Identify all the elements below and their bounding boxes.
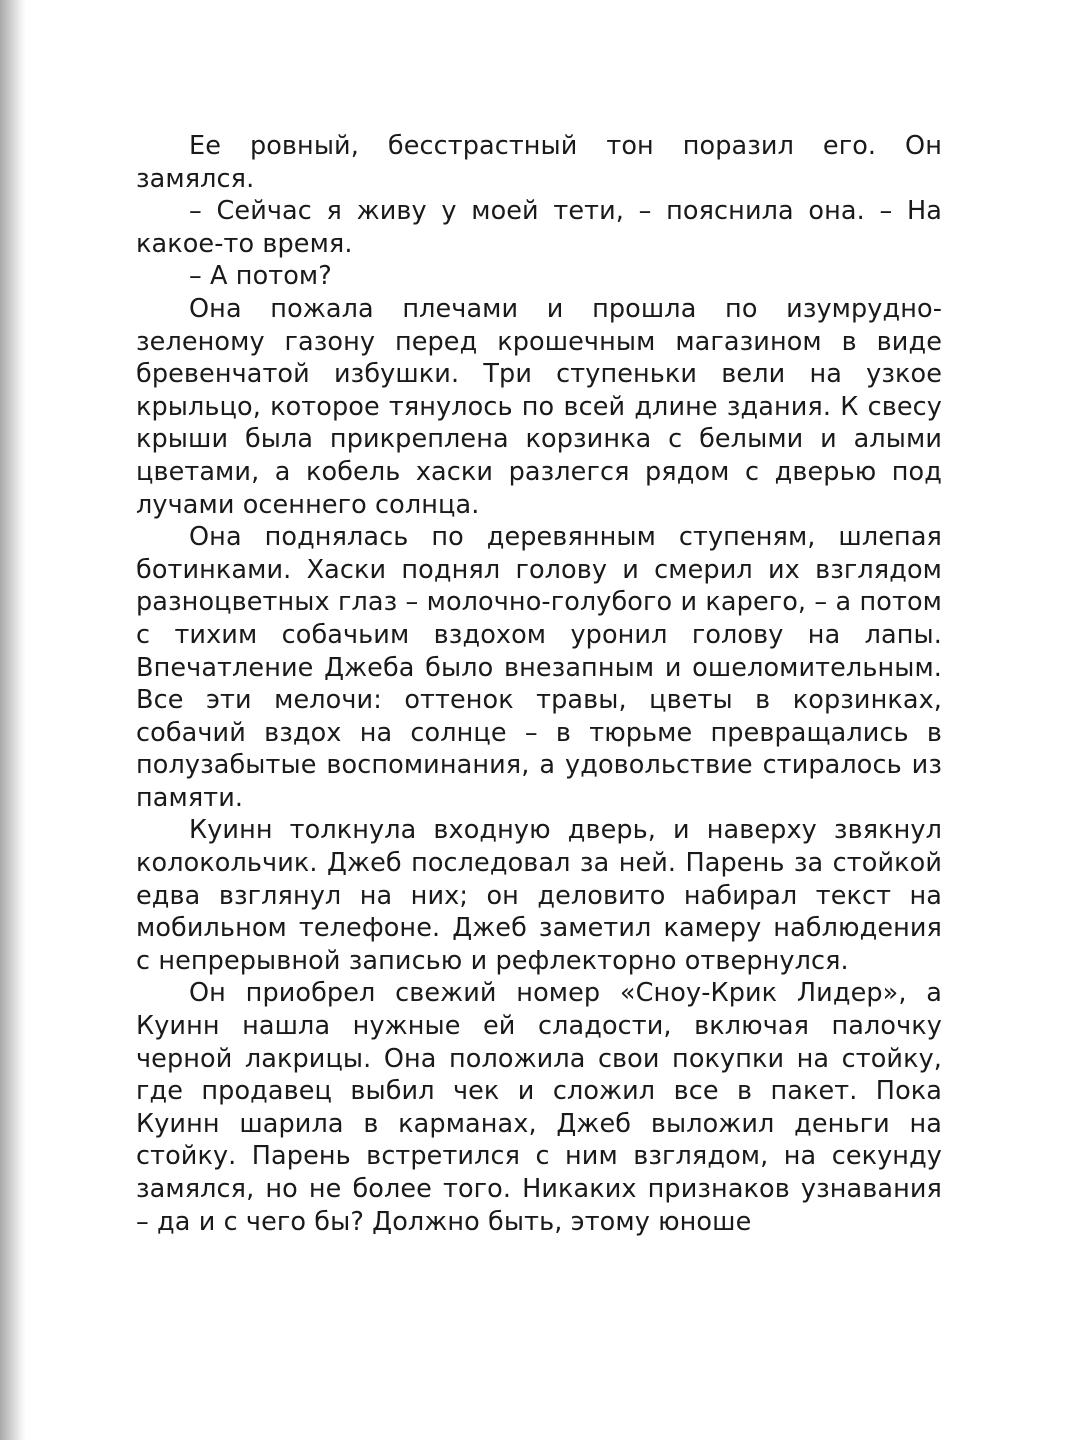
- paragraph: Ее ровный, бесстрастный тон поразил его. Он замялся.: [136, 131, 942, 194]
- paragraph: Она поднялась по деревянным ступеням, шлепая ботинками. Хаски поднял голову и смерил их взглядом разноцветных глаз – молочно-голубого и карего, – а потом с тихим собачьим вздохом уронил голову на лапы. Впечатление Джеба было внезапным и ошеломительным. Все эти мелочи: оттенок травы, цветы в корзинках, собачий вздох на солнце – в тюрьме превращались в полузабытые воспоминания, а удовольствие стиралось из памяти.: [136, 522, 942, 813]
- paragraph: Куинн толкнула входную дверь, и наверху звякнул колокольчик. Джеб последовал за ней. Парень за стойкой едва взглянул на них; он деловито набирал текст на мобильном телефоне. Джеб заметил камеру наблюдения с непрерывной записью и рефлекторно отвернулся.: [136, 815, 942, 976]
- paragraph: Она пожала плечами и прошла по изумрудно-зеленому газону перед крошечным магазином в виде бревенчатой избушки. Три ступеньки вели на узкое крыльцо, которое тянулось по всей длине здания. К свесу крыши была прикреплена корзинка с белыми и алыми цветами, а кобель хаски разлегся рядом с дверью под лучами осеннего солнца.: [136, 293, 942, 520]
- page-edge-shadow: [0, 0, 26, 1440]
- paragraph: Он приобрел свежий номер «Сноу-Крик Лидер», а Куинн нашла нужные ей сладости, включая палочку черной лакрицы. Она положила свои покупки на стойку, где продавец выбил чек и сложил все в пакет. Пока Куинн шарила в карманах, Джеб выложил деньги на стойку. Парень встретился с ним взглядом, на секунду замялся, но не более того. Никаких признаков узнавания – да и с чего бы? Должно быть, этому юноше: [136, 978, 942, 1237]
- paragraph: – Сейчас я живу у моей тети, – пояснила она. – На какое-то время.: [136, 196, 942, 259]
- book-text: [136, 130, 942, 1238]
- paragraph: – А потом?: [189, 261, 332, 292]
